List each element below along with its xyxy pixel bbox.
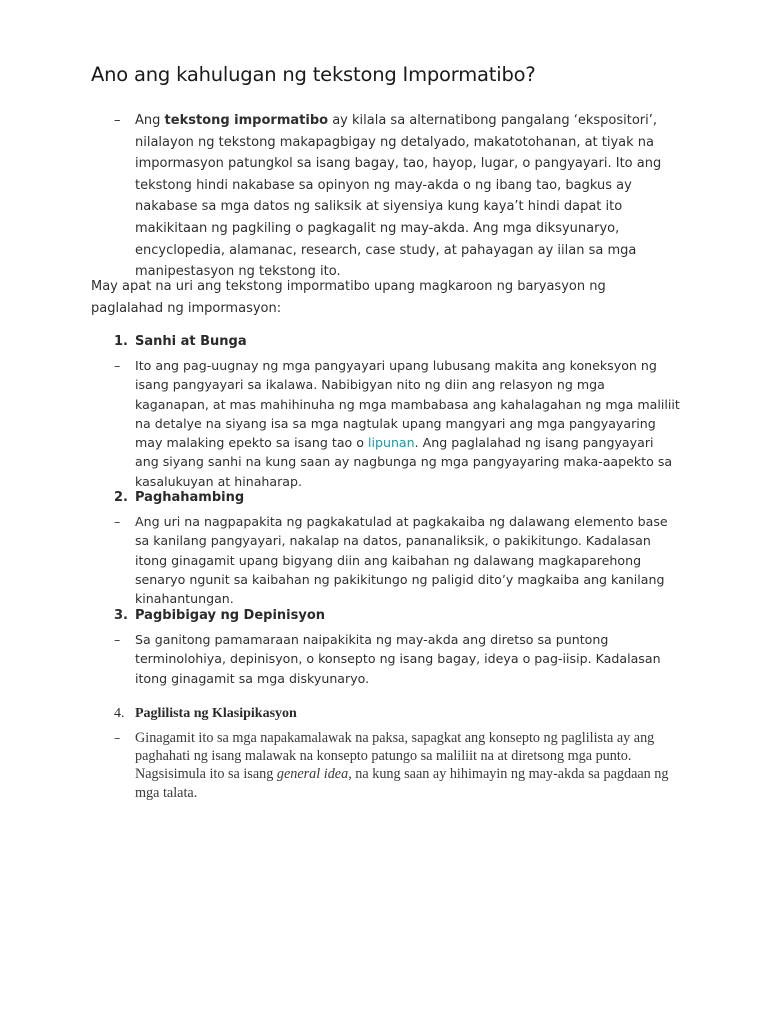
section-body-4 bbox=[114, 729, 674, 802]
section-body-3 bbox=[114, 630, 680, 688]
dash-bullet: – bbox=[114, 632, 121, 647]
section-body-text: Ito ang pag-uugnay ng mga pangyayari upang lubusang makita ang koneksyon ng isang pangyayari sa ikalawa. Nabibigyan nito ng diin ang relasyon ng mga kaganapan, at mas mahihinuha ng mga mambabasa ang kahalagahan ng mga maliliit na detalye na siyang isa sa mga nagtulak upang mangyari ang mga pangyayaring may malaking epekto sa isang tao o bbox=[135, 358, 680, 451]
italic-term: general idea bbox=[276, 766, 349, 783]
section-body-text: Sa ganitong pamamaraan naipakikita ng may-akda ang diretso sa puntong terminolohiya, depinisyon, o konsepto ng isang bagay, ideya o pag-iisip. Kadalasan itong ginagamit sa mga diskyunaryo. bbox=[135, 632, 661, 686]
dash-bullet: – bbox=[114, 358, 121, 373]
section-number: 1. bbox=[114, 334, 128, 349]
section-heading-1 bbox=[114, 334, 247, 349]
section-heading-text: Paglilista ng Klasipikasyon bbox=[135, 706, 297, 721]
section-body-1 bbox=[114, 356, 680, 491]
section-number: 4. bbox=[114, 706, 125, 721]
section-body-2 bbox=[114, 512, 680, 608]
intro-paragraph bbox=[114, 110, 684, 283]
section-number: 3. bbox=[114, 608, 128, 623]
intro-rest: ay kilala sa alternatibong pangalang ‘ekspositori’, nilalayon ng tekstong makapagbigay ng detalyado, makatotohanan, at tiyak na impormasyon patungkol sa isang bagay, tao, hayop, lugar, o pangyayari. Ito ang tekstong hindi nakabase sa opinyon ng may-akda o ng ibang tao, bagkus ay nakabase sa mga datos ng saliksik at siyensiya kung kaya’t hindi dapat ito makikitaan ng pagkiling o pagkagalit ng may-akda. Ang mga diksyunaryo, encyclopedia, alamanac, research, case study, at pahayagan ay iilan sa mga manipestasyon ng tekstong ito. bbox=[135, 113, 662, 280]
dash-bullet: – bbox=[114, 514, 121, 529]
section-heading-3 bbox=[114, 608, 325, 623]
section-heading-2 bbox=[114, 490, 244, 505]
dash-bullet: – bbox=[114, 113, 121, 128]
dash-bullet: – bbox=[114, 730, 121, 745]
section-number: 2. bbox=[114, 490, 128, 505]
section-body-text: , na kung saan ay hihimayin ng may-akda sa pagdaan ng mga talata. bbox=[135, 766, 669, 801]
page-title: Ano ang kahulugan ng tekstong Impormatibo? bbox=[91, 63, 536, 86]
section-body-text: Ginagamit ito sa mga napakamalawak na paksa, sapagkat ang konsepto ng paglilista ay ang paghahati ng isang malawak na konsepto patungo sa maliliit na at diretsong mga punto. Nagsisimula ito sa isang bbox=[135, 730, 655, 783]
section-body-text: . Ang paglalahad ng isang pangyayari ang siyang sanhi na kung saan ay nagbunga ng mga pangyayaring maka-aapekto sa kasalukuyan at hinaharap. bbox=[135, 435, 673, 489]
section-heading-text: Sanhi at Bunga bbox=[135, 334, 247, 349]
types-intro: May apat na uri ang tekstong impormatibo upang magkaroon ng baryasyon ng paglalahad ng impormasyon: bbox=[91, 279, 606, 316]
section-heading-4 bbox=[114, 706, 297, 722]
intro-bold-term: tekstong impormatibo bbox=[164, 113, 329, 128]
lipunan-link[interactable]: lipunan bbox=[367, 435, 415, 451]
section-heading-text: Paghahambing bbox=[135, 490, 245, 505]
section-body-text: Ang uri na nagpapakita ng pagkakatulad at pagkakaiba ng dalawang elemento base sa kanilang pangyayari, nakalap na datos, pananaliksik, o pakikitungo. Kadalasan itong ginagamit upang bigyang diin ang kaibahan ng dalawang magkaparehong senaryo ngunit sa kaibahan ng pakikitungo ng paligid dito’y magkaiba ang kanilang kinahantungan. bbox=[135, 514, 668, 607]
section-heading-text: Pagbibigay ng Depinisyon bbox=[135, 608, 326, 623]
intro-lead: Ang bbox=[135, 113, 165, 128]
